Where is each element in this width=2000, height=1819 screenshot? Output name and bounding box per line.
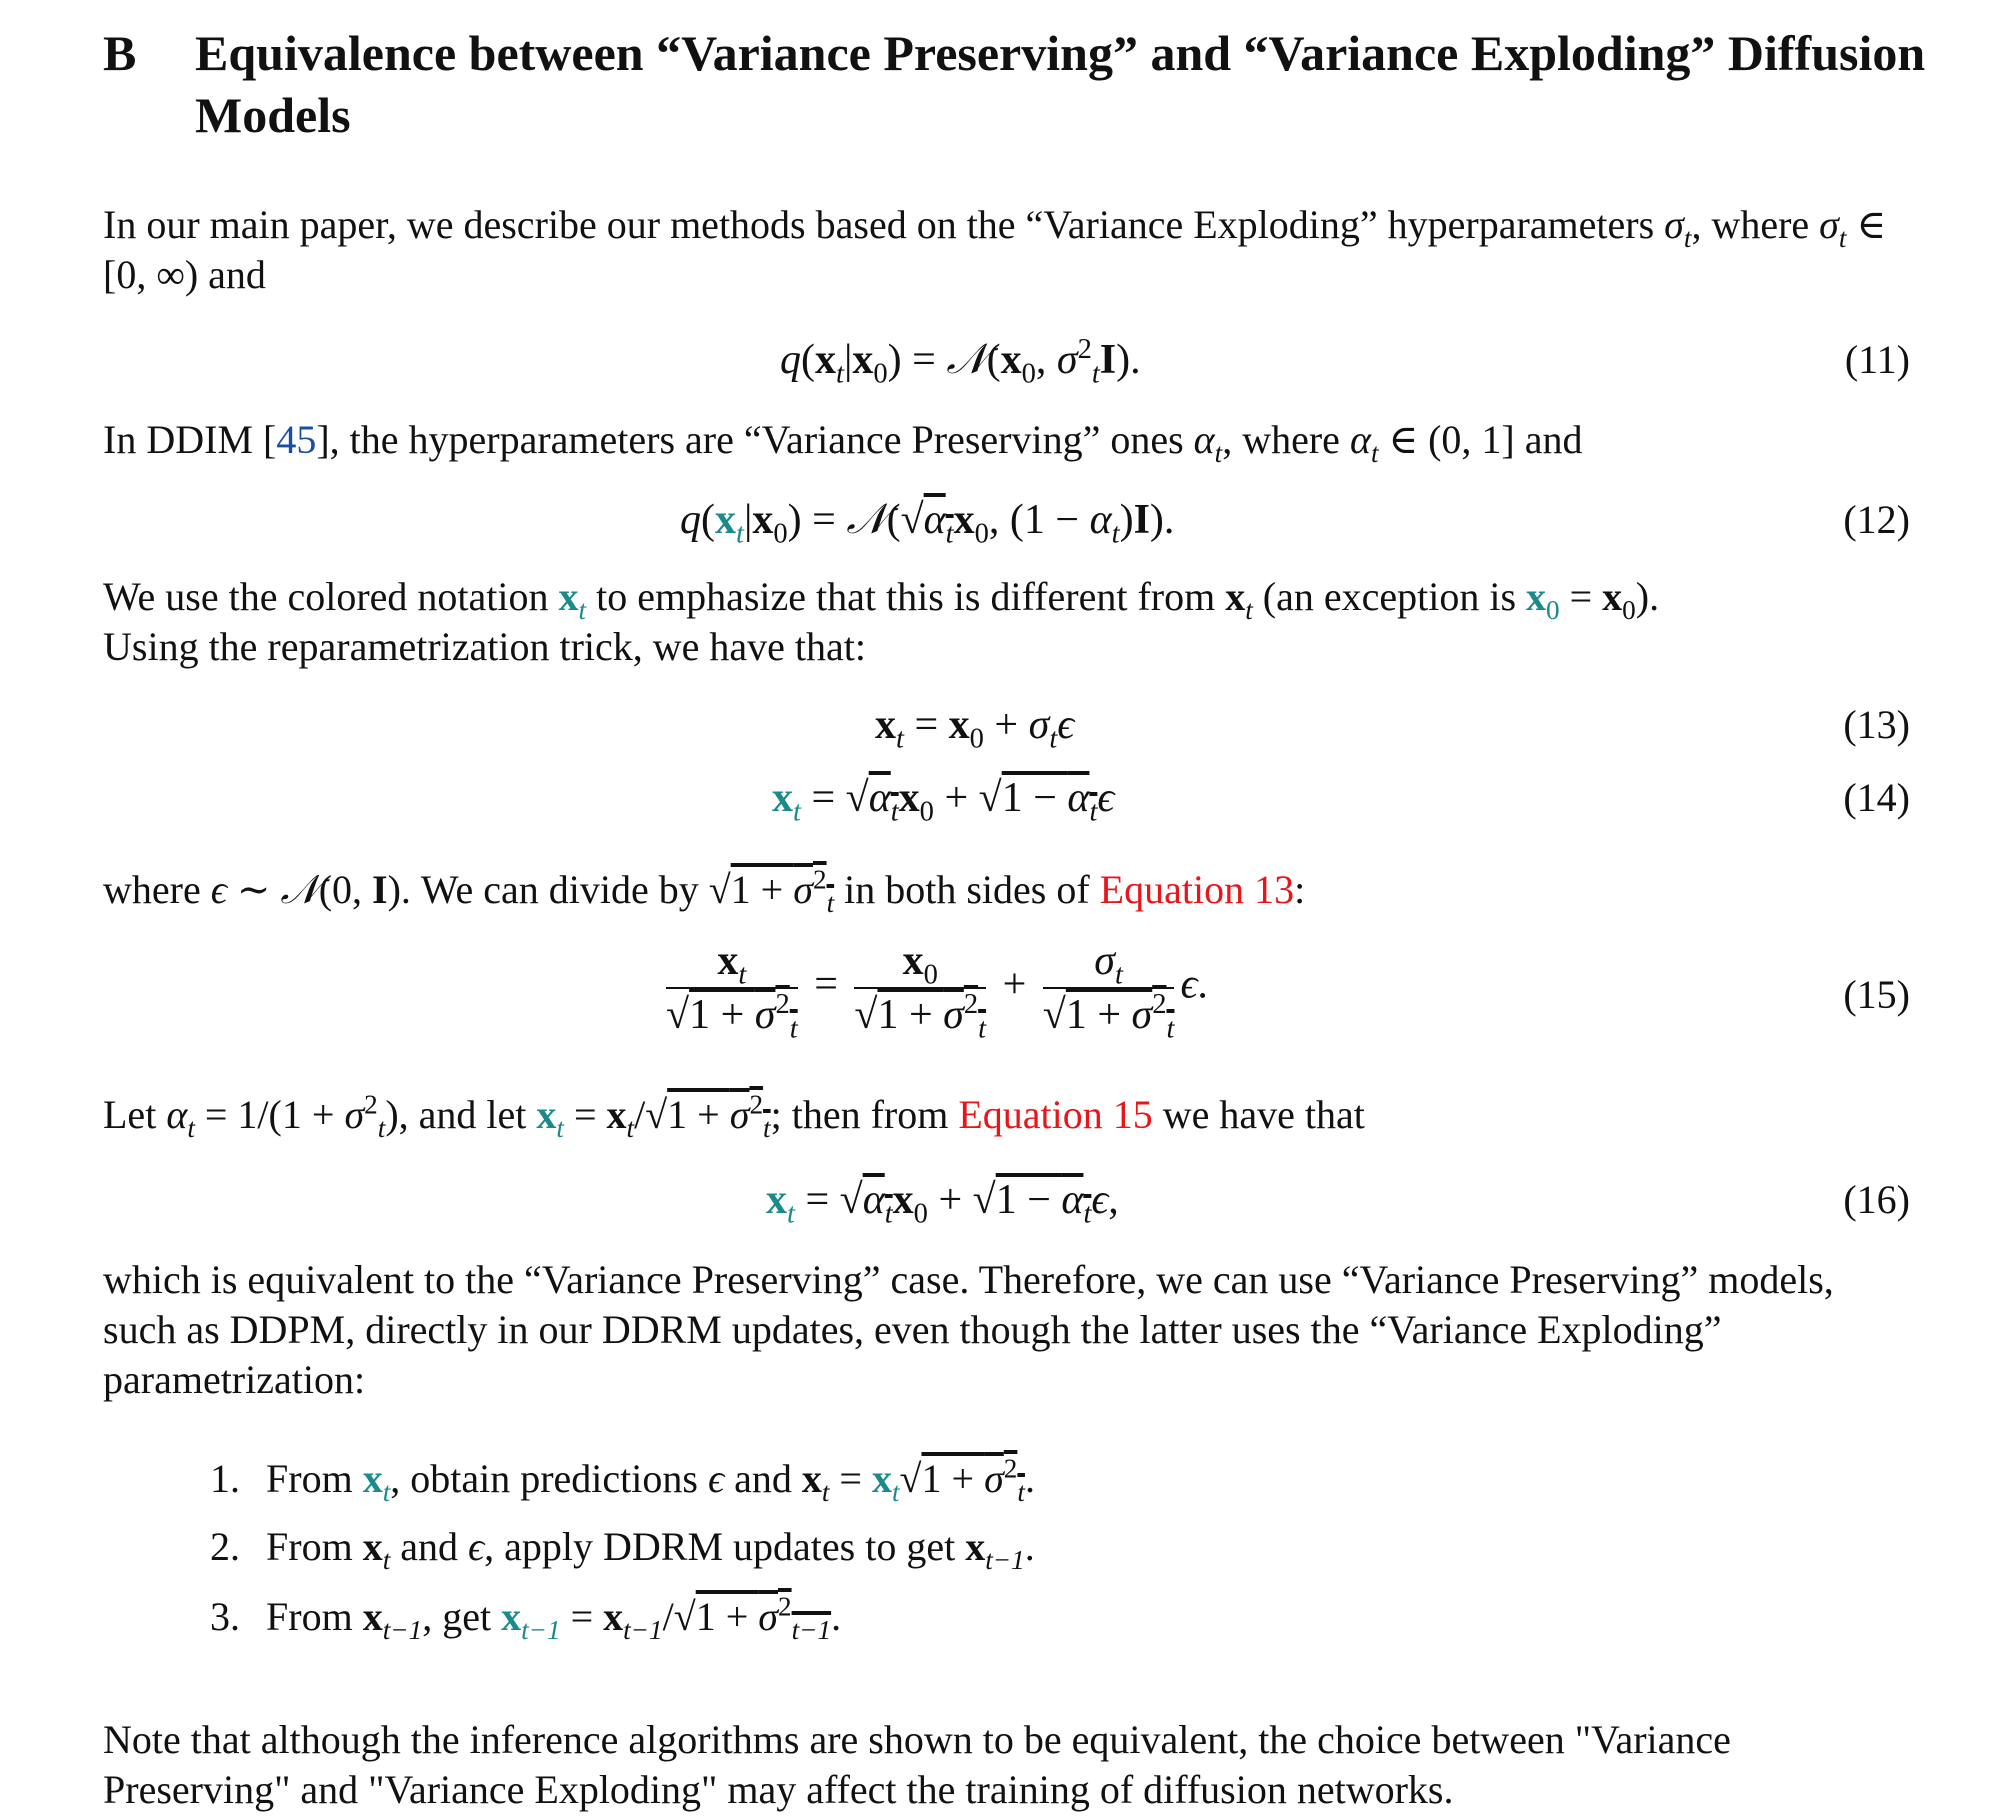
paragraph-note: Note that although the inference algorithms are shown to be equivalent, the choice between "Variance Preserving" and "Variance Exploding" may affect the training of diffusion networks. (103, 1717, 1731, 1812)
equation-number: (14) (1843, 775, 1910, 820)
equation-15-link[interactable]: Equation 15 (958, 1092, 1153, 1137)
list-item: 1. From $x_t$, obtain predictions ϵ and $x_t = x_t√1 + \sigma^2_t$. (210, 1453, 1035, 1507)
section-title: Equivalence between “Variance Preserving” and “Variance Exploding” Diffusion Models (195, 25, 1926, 143)
equation-11: $q(x_t|x_0)$ = $𝒩(x_0$, $\sigma^2_tI$). (11) (0, 330, 2000, 390)
equation-number: (16) (1843, 1177, 1910, 1222)
equation-16: $x_t = √\alpha_tx_0 + √1 - \alpha_t\epsilon$, (16) (0, 1170, 2000, 1230)
equation-number: (13) (1843, 702, 1910, 747)
paragraph-divide: where ϵ ∼ 𝒩(0, I). We can divide by $√1 + \sigma^2_t$ in both sides of Equation 13: (103, 864, 1306, 918)
paragraph-colored-notation: We use the colored notation $x_t$ to emphasize that this is different from $x_t$ (an exception is $x_0 = x_0$). Using the reparametrization trick, we have that: (103, 574, 1660, 669)
citation-link[interactable]: 45 (276, 417, 317, 462)
equation-14: $x_t = √\alpha_tx_0 + √1 - \alpha_t\epsilon$ (14) (0, 768, 2000, 828)
paragraph-equivalence: which is equivalent to the “Variance Preserving” case. Therefore, we can use “Variance Preserving” models, such as DDPM, directly in our DDRM updates, even though the latter uses the “Variance Exploding” parametrization: (103, 1257, 1834, 1402)
paragraph-variance-exploding: In our main paper, we describe our methods based on the “Variance Exploding” hyperparameters $\sigma_t$, where $\sigma_t$ ∈ [0, ∞) and (103, 202, 1887, 297)
list-item: 2. From $x_t$ and ϵ, apply DDRM updates to get $x_{t-1}$. (210, 1524, 1035, 1575)
equation-12: $q(x_t|x_0)$ = $𝒩(√\alpha_tx_0$, $(1 - \alpha_t)I$). (12) (0, 490, 2000, 550)
paragraph-ddim: In DDIM [45], the hyperparameters are “Variance Preserving” ones $\alpha_t$, where $\alpha_t$ ∈ (0, 1] and (103, 417, 1583, 468)
equation-13: $x_t = x_0 + \sigma_t\epsilon$ (13) (0, 695, 2000, 755)
equation-number: (12) (1843, 497, 1910, 542)
equation-number: (15) (1843, 972, 1910, 1017)
equation-15: $\frac{x_t}{√1 + \sigma^2_t}$ = $\frac{x_0}{√1 + \sigma^2_t}$ + $\frac{\sigma_t}{√1 + \sigma^2_t}$ ϵ. (15) (0, 935, 2000, 1055)
paragraph-let-alpha: Let $\alpha_t = 1/(1 + \sigma^2_t)$, and let $x_t = x_t/√1 + \sigma^2_t$; then from Equation 15 we have that (103, 1089, 1365, 1143)
equation-13-link[interactable]: Equation 13 (1099, 867, 1295, 912)
section-number: B (103, 25, 137, 81)
list-item: 3. From $x_{t-1}$, get $x_{t-1} = x_{t-1}/√1 + \sigma^2_{t-1}$. (210, 1591, 842, 1645)
equation-number: (11) (1844, 337, 1910, 382)
